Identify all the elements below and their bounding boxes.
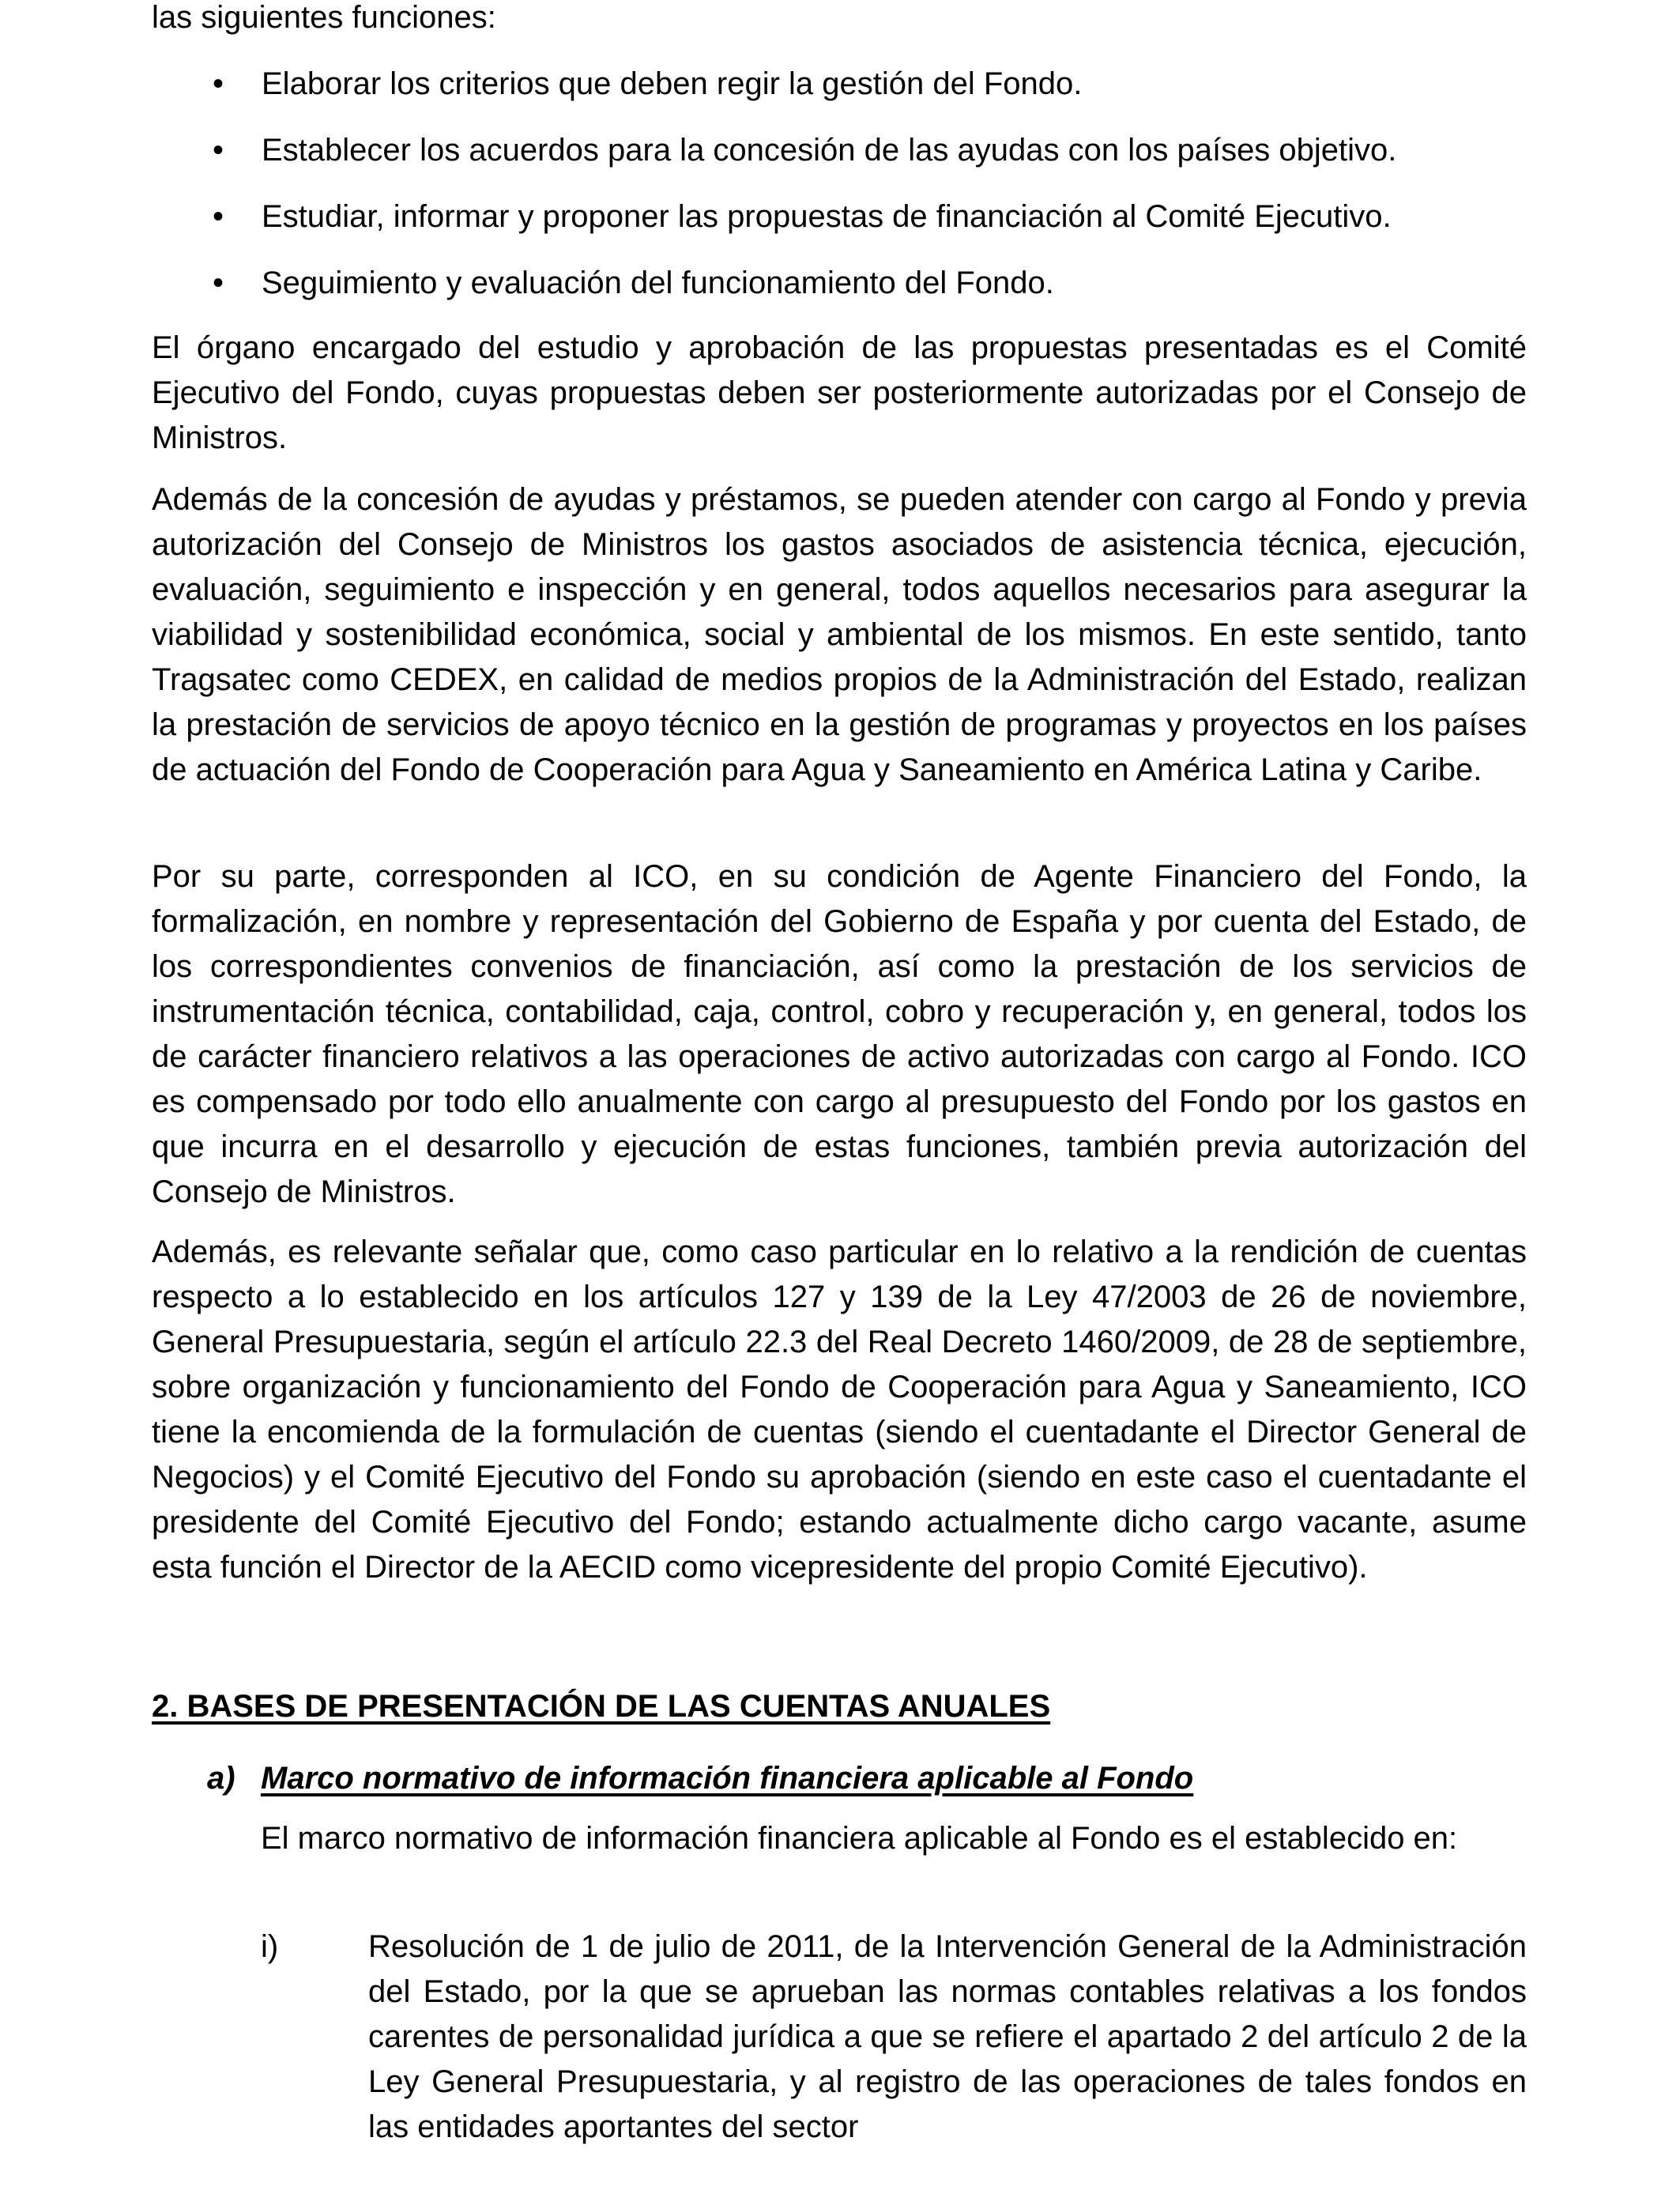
list-item <box>152 128 1558 194</box>
bullet-icon: • <box>213 66 224 101</box>
paragraph-gastos-asociados: Además de la concesión de ayudas y préstamos, se pueden atender con cargo al Fondo y previa autorización del Consejo de Ministros los gastos asociados de asistencia técnica, ejecución, evaluación, seguimiento e inspección y en general, todos aquellos necesarios para asegurar la viabilidad y sostenibilidad económica, social y ambiental de los mismos. En este sentido, tanto Tragsatec como CEDEX, en calidad de medios propios de la Administración del Estado, realizan la prestación de servicios de apoyo técnico en la gestión de programas y proyectos en los países de actuación del Fondo de Cooperación para Agua y Saneamiento en América Latina y Caribe. <box>152 482 1527 787</box>
bullet-icon: • <box>213 133 224 168</box>
subsection-body: El marco normativo de información financiera aplicable al Fondo es el establecido en: <box>261 1821 1458 1856</box>
list-item <box>152 194 1558 261</box>
intro-line: las siguientes funciones: <box>152 0 496 35</box>
bullet-text: Establecer los acuerdos para la concesión de las ayudas con los países objetivo. <box>262 133 1397 168</box>
bullet-text: Estudiar, informar y proponer las propuestas de financiación al Comité Ejecutivo. <box>262 199 1392 234</box>
subsection-title: Marco normativo de información financiera aplicable al Fondo <box>261 1761 1194 1796</box>
roman-item-text: Resolución de 1 de julio de 2011, de la Intervención General de la Administración del Estado, por la que se aprueban las normas contables relativas a los fondos carentes de personalidad jurídica a que se refiere el apartado 2 del artículo 2 de la Ley General Presupuestaria, y al registro de las operaciones de tales fondos en las entidades aportantes del sector <box>368 1929 1527 2144</box>
paragraph-rendicion-cuentas: Además, es relevante señalar que, como caso particular en lo relativo a la rendición de cuentas respecto a lo establecido en los artículos 127 y 139 de la Ley 47/2003 de 26 de noviembre, General Presupuestaria, según el artículo 22.3 del Real Decreto 1460/2009, de 28 de septiembre, sobre organización y funcionamiento del Fondo de Cooperación para Agua y Saneamiento, ICO tiene la encomienda de la formulación de cuentas (siendo el cuentadante el Director General de Negocios) y el Comité Ejecutivo del Fondo su aprobación (siendo en este caso el cuentadante el presidente del Comité Ejecutivo del Fondo; estando actualmente dicho cargo vacante, asume esta función el Director de la AECID como vicepresidente del propio Comité Ejecutivo). <box>152 1235 1527 1585</box>
paragraph-comite-ejecutivo: El órgano encargado del estudio y aprobación de las propuestas presentadas es el Comité Ejecutivo del Fondo, cuyas propuestas deben ser posteriormente autorizadas por el Consejo de Ministros. <box>152 330 1527 455</box>
paragraph-ico-agente-financiero: Por su parte, corresponden al ICO, en su condición de Agente Financiero del Fondo, la formalización, en nombre y representación del Gobierno de España y por cuenta del Estado, de los correspondientes convenios de financiación, así como la prestación de los servicios de instrumentación técnica, contabilidad, caja, control, cobro y recuperación y, en general, todos los de carácter financiero relativos a las operaciones de activo autorizadas con cargo al Fondo. ICO es compensado por todo ello anualmente con cargo al presupuesto del Fondo por los gastos en que incurra en el desarrollo y ejecución de estas funciones, también previa autorización del Consejo de Ministros. <box>152 859 1527 1209</box>
functions-bullet-list <box>152 62 1558 327</box>
list-item <box>152 62 1558 128</box>
roman-numeral-marker: i) <box>261 1929 279 1964</box>
bullet-icon: • <box>213 266 224 300</box>
section-heading: 2. BASES DE PRESENTACIÓN DE LAS CUENTAS ANUALES <box>152 1689 1051 1724</box>
bullet-icon: • <box>213 199 224 234</box>
subsection-heading <box>207 1756 1535 1801</box>
bullet-text: Seguimiento y evaluación del funcionamiento del Fondo. <box>262 266 1054 300</box>
subsection-letter: a) <box>207 1761 235 1796</box>
bullet-text: Elaborar los criterios que deben regir la gestión del Fondo. <box>262 66 1083 101</box>
list-item <box>152 261 1558 327</box>
